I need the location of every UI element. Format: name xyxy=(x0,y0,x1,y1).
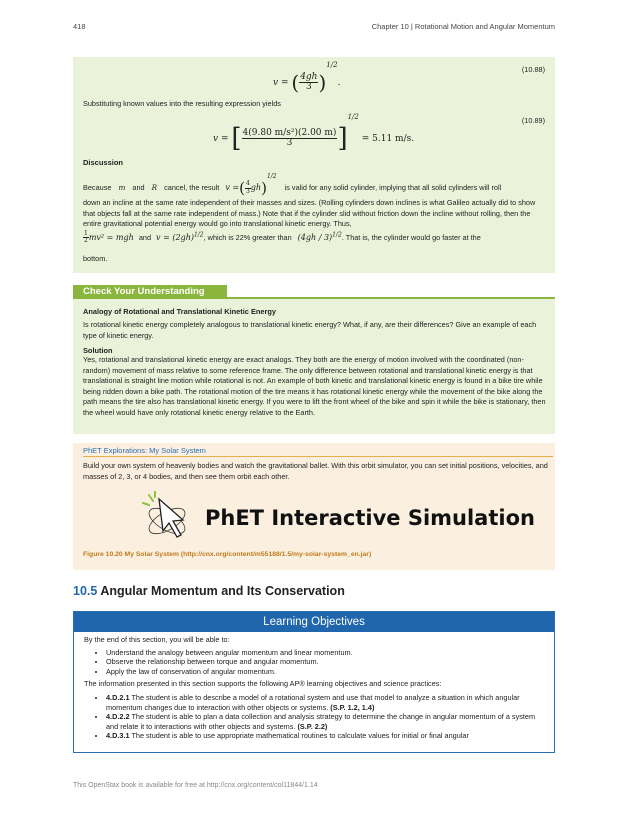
eq2-den: 3 xyxy=(286,138,293,148)
ap-sp: (S.P. 1.2, 1.4) xyxy=(330,702,375,712)
page-number: 418 xyxy=(73,22,86,31)
learning-objectives-box xyxy=(73,611,555,753)
phet-box xyxy=(73,443,555,570)
list-item xyxy=(106,693,544,712)
ap-sp: (S.P. 2.2) xyxy=(297,721,328,731)
substituting-text: Substituting known values into the resulting expression yields xyxy=(83,99,281,108)
ap-code: 4.D.2.2 xyxy=(106,712,130,722)
list-item xyxy=(106,731,544,741)
ap-text: The student is able to use appropriate mathematical routines to calculate values for initial or final angular xyxy=(131,731,469,741)
frac-den: 2 xyxy=(84,237,88,245)
discussion-body: down an incline at the same rate independent of their masses and sizes. (Rolling cylinders down inclines is what Galileo actually did to show that objects fall at the same rate independent of mass.) Note that if the cylinder slid without friction down the incline without rolling, then the entire gravitational potential energy would go into translational kinetic energy. Thus, xyxy=(83,198,536,229)
section-title: Angular Momentum and Its Conservation xyxy=(100,584,345,598)
cyu-title: Analogy of Rotational and Translational Kinetic Energy xyxy=(83,307,277,316)
phet-logo-text[interactable]: PhET Interactive Simulation xyxy=(205,506,535,530)
phet-logo-icon[interactable] xyxy=(141,491,201,543)
discussion-bottom: bottom. xyxy=(83,254,108,263)
cyu-box xyxy=(73,299,555,434)
eq1-num: 4gh xyxy=(300,71,318,82)
phet-body: Build your own system of heavenly bodies and watch the gravitational ballet. With this orbit simulator, you can set initial positions, velocities, and masses of 2, 3, or 4 bodies, and then see them orbit each other. xyxy=(83,461,548,481)
eq1-den: 3 xyxy=(305,82,312,92)
cyu-solution: Yes, rotational and translational kinetic energy are exact analogs. They both are the energy of motion involved with the coordinated (non-random) movement of mass relative to some reference frame. The only difference between rotational and translational kinetic energy is that translational is straight line motion while rotational is not. An example of both kinetic and translational kinetic energy is found in a bike tire while being ridden down a bike path. The rotational motion of the tire means it has rotational kinetic energy while the movement of the bike along the path means the tire also has translational kinetic energy. If you were to lift the front wheel of the bike and spin it while the bike is stationary, then the wheel would have only rotational kinetic energy relative to the Earth. xyxy=(83,355,546,417)
phet-divider xyxy=(83,456,553,457)
equation-10-89: v = [ $\frac{\text{4(9.80 m/s²)(2.00 m)}}{3}$ ]$^{1/2}$ = 5.11 m/s. xyxy=(213,113,415,154)
lo-intro: By the end of this section, you will be able to: xyxy=(84,635,230,644)
cyu-question: Is rotational kinetic energy completely analogous to translational kinetic energy? What, if any, are their differences? Give an example of each type of kinetic energy. xyxy=(83,320,537,340)
exp: 1/2 xyxy=(193,231,204,239)
text: , which is 22% greater than xyxy=(203,232,292,242)
footer-text: This OpenStax book is available for free at http://cnx.org/content/col11844/1.14 xyxy=(73,782,318,789)
eq1-trail: . xyxy=(337,78,341,88)
ap-intro: The information presented in this section supports the following AP® learning objectives and science practices: xyxy=(84,679,442,689)
var-r: R xyxy=(151,183,158,192)
eq-compare: (4gh / 3) xyxy=(297,232,333,242)
lo-header: Learning Objectives xyxy=(74,612,554,632)
eq1-label: (10.88) xyxy=(521,65,545,74)
var-v: v = xyxy=(225,183,240,192)
eq1-lhs: v = xyxy=(273,78,289,88)
frac-den: 3 xyxy=(245,187,250,195)
ap-text: The student is able to describe a model of a rotational system and use that model to analyze a situation in which angular momentum changes due to interaction with other objects or systems. xyxy=(106,692,520,712)
eq-energy: mv² = mgh xyxy=(88,232,134,242)
equation-10-88: v = ( $\frac{4gh}{3}$ )$^{1/2}$. xyxy=(273,61,341,95)
text: cancel, the result xyxy=(164,183,220,192)
phet-title: PhET Explorations: My Solar System xyxy=(83,446,206,455)
cyu-header: Check Your Understanding xyxy=(73,285,227,299)
text: and xyxy=(138,232,152,242)
ap-code: 4.D.3.1 xyxy=(106,731,130,741)
var-gh: gh xyxy=(250,183,262,192)
section-number: 10.5 xyxy=(73,584,98,598)
frac-num: 4 xyxy=(245,180,250,188)
list-item xyxy=(106,712,544,731)
eq2-exp: 1/2 xyxy=(347,113,359,121)
discussion-equations xyxy=(83,231,553,245)
chapter-title: Chapter 10 | Rotational Motion and Angular Momentum xyxy=(371,22,555,31)
frac-num: 1 xyxy=(84,230,88,237)
list-item: • Understand the analogy between angular momentum and linear momentum. xyxy=(106,648,544,658)
eq-v: v = (2gh) xyxy=(156,232,194,242)
eq2-lhs: v = xyxy=(213,134,229,144)
eq2-label: (10.89) xyxy=(521,116,545,125)
discussion-title: Discussion xyxy=(83,158,124,167)
discussion-line1: Because m and R cancel, the result v =( $\frac{4}{3}$ gh)$^{1/2}$ is valid for any solid cylinder, implying that all solid cylinders will roll xyxy=(83,173,502,197)
section-heading xyxy=(73,584,345,598)
var-m: m xyxy=(118,183,126,192)
text: is valid for any solid cylinder, implying that all solid cylinders will roll xyxy=(284,183,502,192)
eq2-num: 4(9.80 m/s²)(2.00 m) xyxy=(242,127,337,138)
lo-list xyxy=(84,648,544,677)
eq1-exp: 1/2 xyxy=(326,61,338,69)
eq2-rhs: = 5.11 m/s. xyxy=(361,134,415,144)
example-box xyxy=(73,57,555,273)
exp: 1/2 xyxy=(266,173,277,180)
exp: 1/2 xyxy=(332,231,342,239)
phet-caption: Figure 10.20 My Solar System (http://cnx.org/content/m55188/1.5/my-solar-system_en.jar) xyxy=(83,551,372,558)
ap-text: The student is able to plan a data collection and analysis strategy to determine the change in angular momentum of a system and relate it to interactions with other objects and systems. xyxy=(106,712,536,731)
text: and xyxy=(132,183,145,192)
text: . That is, the cylinder would go faster at the xyxy=(341,232,481,242)
list-item: • Observe the relationship between torque and angular momentum. xyxy=(106,657,544,667)
list-item: • Apply the law of conservation of angular momentum. xyxy=(106,667,544,677)
ap-code: 4.D.2.1 xyxy=(106,692,130,702)
text: Because xyxy=(83,183,112,192)
ap-list xyxy=(84,693,544,741)
cyu-solution-title: Solution xyxy=(83,346,113,355)
